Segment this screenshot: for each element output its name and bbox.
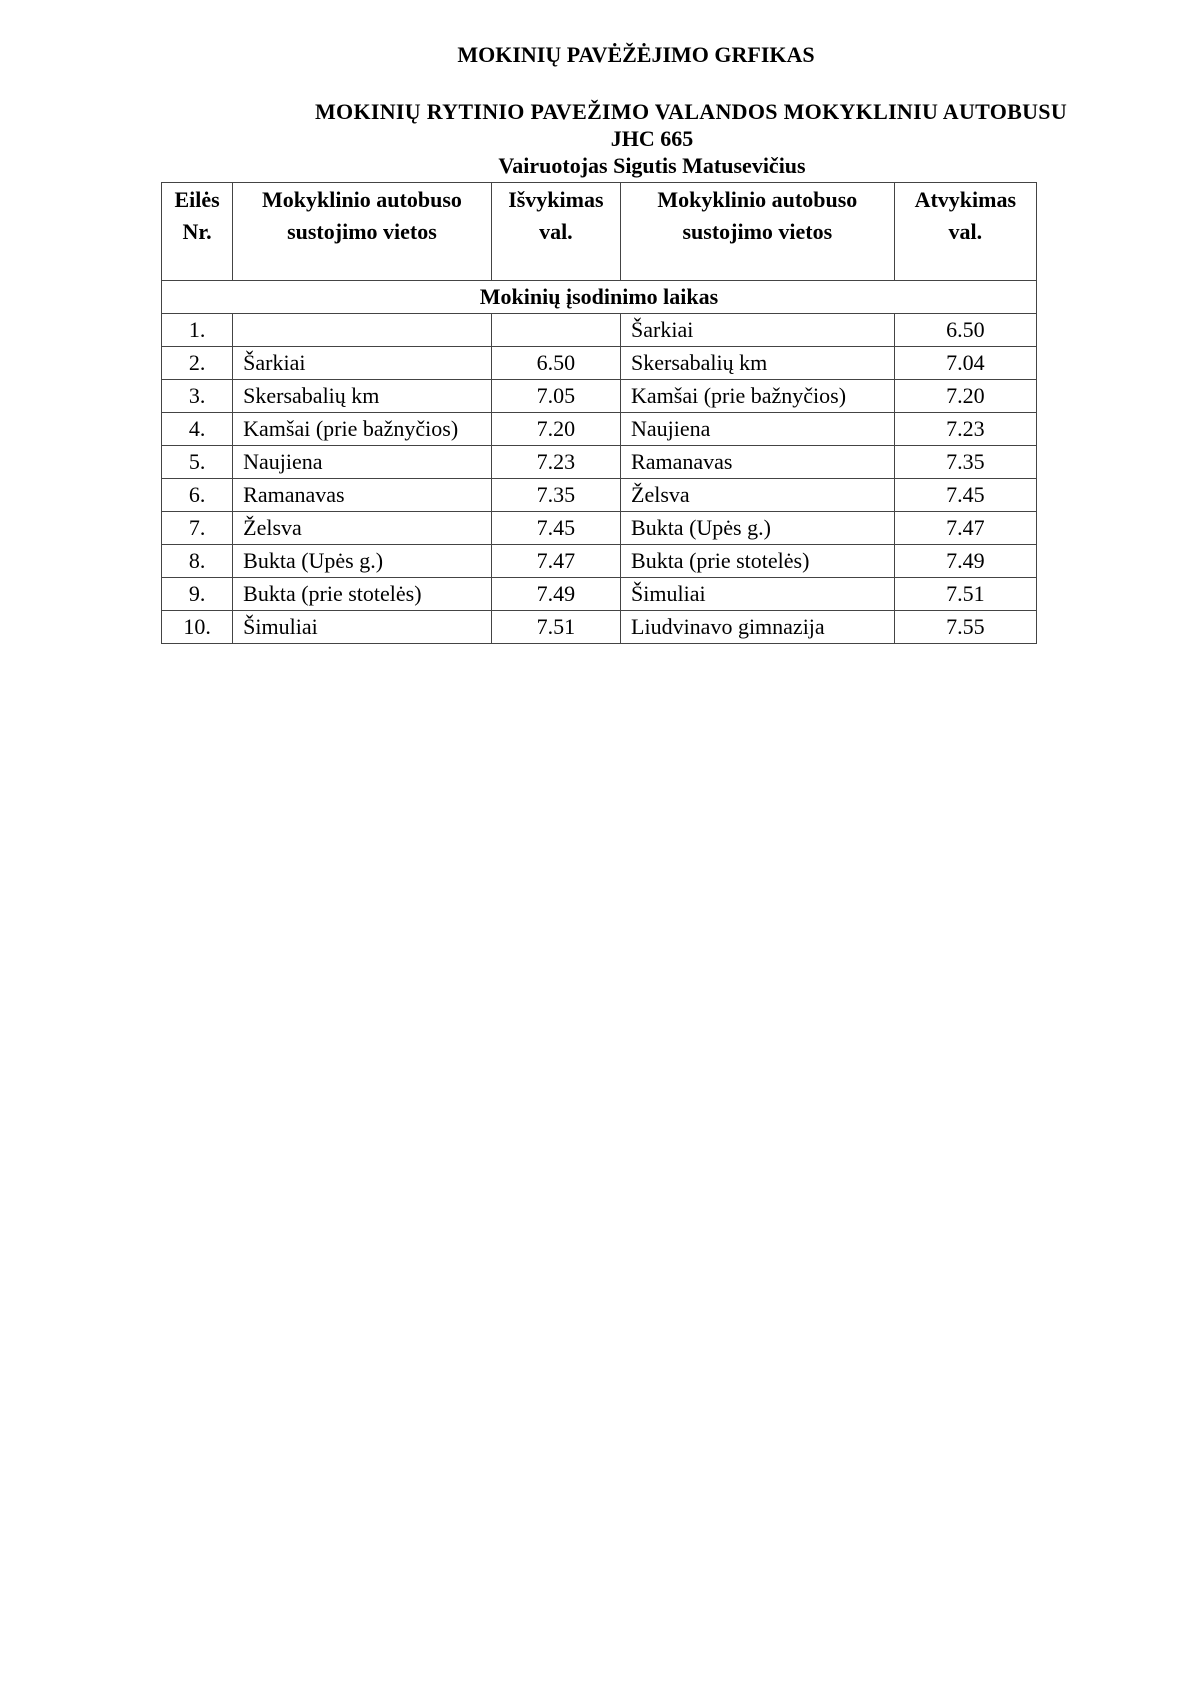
- header-number: [162, 183, 233, 281]
- subtitle-line: MOKINIŲ RYTINIO PAVEŽIMO VALANDOS MOKYKLINIU AUTOBUSU: [314, 99, 1068, 124]
- arrival-stop: Liudvinavo gimnazija: [621, 611, 895, 644]
- arrival-stop: Ramanavas: [621, 446, 895, 479]
- header-text: Mokyklinio autobuso: [261, 187, 462, 212]
- header-text: sustojimo vietos: [287, 219, 437, 244]
- header-text: Eilės: [174, 187, 220, 212]
- arrival-time: 6.50: [894, 314, 1036, 347]
- section-row: [162, 281, 1037, 314]
- departure-time: 7.35: [491, 479, 620, 512]
- arrival-time: 7.45: [894, 479, 1036, 512]
- table-row: [162, 446, 1037, 479]
- arrival-time: 7.51: [894, 578, 1036, 611]
- table-row: [162, 611, 1037, 644]
- table-row: [162, 380, 1037, 413]
- row-number: 5.: [162, 446, 233, 479]
- table-row: [162, 347, 1037, 380]
- departure-stop: Skersabalių km: [233, 380, 492, 413]
- header-text: sustojimo vietos: [682, 219, 833, 244]
- header-departure-time: [491, 183, 620, 281]
- arrival-time: 7.20: [894, 380, 1036, 413]
- departure-time: 7.23: [491, 446, 620, 479]
- header-text: val.: [948, 219, 983, 244]
- table-row: [162, 314, 1037, 347]
- departure-stop: Šimuliai: [233, 611, 492, 644]
- arrival-stop: Šimuliai: [621, 578, 895, 611]
- arrival-stop: Skersabalių km: [621, 347, 895, 380]
- page-title: MOKINIŲ PAVĖŽĖJIMO GRFIKAS: [457, 42, 815, 67]
- departure-time: 7.05: [491, 380, 620, 413]
- table-row: [162, 578, 1037, 611]
- header-text: Atvykimas: [914, 187, 1017, 212]
- departure-stop: Šarkiai: [233, 347, 492, 380]
- arrival-stop: Želsva: [621, 479, 895, 512]
- arrival-time: 7.47: [894, 512, 1036, 545]
- table-row: [162, 512, 1037, 545]
- row-number: 6.: [162, 479, 233, 512]
- arrival-stop: Kamšai (prie bažnyčios): [621, 380, 895, 413]
- driver-name: Vairuotojas Sigutis Matusevičius: [498, 153, 806, 178]
- arrival-stop: Naujiena: [621, 413, 895, 446]
- departure-stop: Bukta (Upės g.): [233, 545, 492, 578]
- arrival-time: 7.35: [894, 446, 1036, 479]
- table-row: [162, 413, 1037, 446]
- row-number: 8.: [162, 545, 233, 578]
- row-number: 2.: [162, 347, 233, 380]
- header-text: Nr.: [182, 219, 212, 244]
- header-departure-stop: [233, 183, 492, 281]
- departure-time: 7.47: [491, 545, 620, 578]
- departure-stop: Kamšai (prie bažnyčios): [233, 413, 492, 446]
- row-number: 9.: [162, 578, 233, 611]
- arrival-time: 7.55: [894, 611, 1036, 644]
- arrival-stop: Šarkiai: [621, 314, 895, 347]
- departure-stop: Bukta (prie stotelės): [233, 578, 492, 611]
- header-text: Mokyklinio autobuso: [657, 187, 858, 212]
- table-header-row: [162, 183, 1037, 281]
- departure-time: 7.45: [491, 512, 620, 545]
- row-number: 4.: [162, 413, 233, 446]
- header-text: Išvykimas: [508, 187, 604, 212]
- departure-time: 7.49: [491, 578, 620, 611]
- departure-time: [491, 314, 620, 347]
- arrival-stop: Bukta (Upės g.): [621, 512, 895, 545]
- row-number: 7.: [162, 512, 233, 545]
- header-arrival-stop: [621, 183, 895, 281]
- arrival-time: 7.49: [894, 545, 1036, 578]
- arrival-time: 7.04: [894, 347, 1036, 380]
- schedule-table: [161, 182, 1037, 644]
- section-label: Mokinių įsodinimo laikas: [162, 281, 1037, 314]
- header-text: val.: [539, 219, 573, 244]
- row-number: 10.: [162, 611, 233, 644]
- header-arrival-time: [894, 183, 1036, 281]
- table-row: [162, 545, 1037, 578]
- departure-time: 6.50: [491, 347, 620, 380]
- departure-time: 7.51: [491, 611, 620, 644]
- departure-stop: Želsva: [233, 512, 492, 545]
- arrival-time: 7.23: [894, 413, 1036, 446]
- departure-stop: Naujiena: [233, 446, 492, 479]
- row-number: 3.: [162, 380, 233, 413]
- departure-stop: [233, 314, 492, 347]
- table-row: [162, 479, 1037, 512]
- departure-time: 7.20: [491, 413, 620, 446]
- bus-number: JHC 665: [610, 126, 694, 151]
- arrival-stop: Bukta (prie stotelės): [621, 545, 895, 578]
- row-number: 1.: [162, 314, 233, 347]
- departure-stop: Ramanavas: [233, 479, 492, 512]
- schedule-subtitle: [160, 98, 1132, 179]
